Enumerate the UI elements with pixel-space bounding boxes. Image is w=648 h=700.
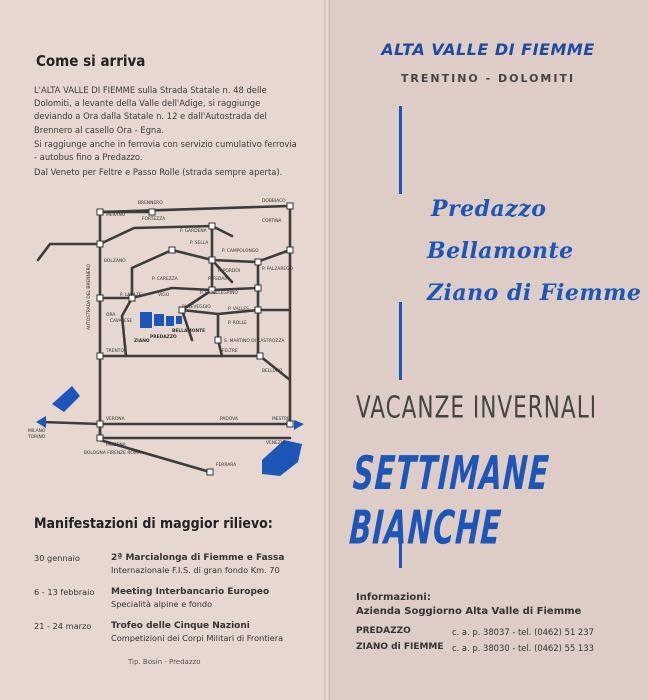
contact-place-predazzo: PREDAZZO bbox=[356, 626, 411, 636]
map-label-predazzo: PREDAZZO bbox=[150, 335, 177, 340]
brochure-title: ALTA VALLE DI FIEMME bbox=[381, 40, 595, 59]
map-label-p-campolongo: P. CAMPOLONGO bbox=[222, 249, 259, 254]
event-desc: Competizioni dei Corpi Militari di Frontiera bbox=[111, 633, 284, 643]
contact-detail-predazzo: c. a. p. 38037 - tel. (0462) 51 237 bbox=[452, 627, 594, 637]
map-label-fortezza: FORTEZZA bbox=[142, 217, 166, 222]
brochure-subtitle: TRENTINO - DOLOMITI bbox=[400, 72, 576, 85]
map-label-padova: PADOVA bbox=[220, 417, 238, 422]
map-label-ferrara: FERRARA bbox=[216, 463, 237, 468]
map-label-dobbiaco: DOBBIACO bbox=[262, 199, 286, 204]
map-label-p-valles: P. VALLES bbox=[228, 307, 249, 312]
map-label-vigo: VIGO bbox=[158, 293, 170, 298]
vacanze-heading: VACANZE INVERNALI bbox=[356, 390, 598, 425]
event-date: 6 - 13 febbraio bbox=[34, 587, 95, 597]
map-label-p-sella: P. SELLA bbox=[190, 241, 209, 246]
map-label-p-lavaze: P. LAVAZE' bbox=[120, 293, 143, 298]
place-ziano: Ziano di Fiemme bbox=[427, 280, 642, 306]
map-label-bolzano: BOLZANO bbox=[104, 259, 126, 264]
map-label-s-martino: S. MARTINO DI CASTROZZA bbox=[224, 339, 285, 344]
map-label-verona: VERONA bbox=[106, 417, 125, 422]
map-label-bologna: BOLOGNA FIRENZE ROMA bbox=[84, 451, 141, 456]
map-label-cortina: CORTINA bbox=[262, 219, 282, 224]
map-label-milano: MILANO bbox=[28, 429, 46, 434]
event-desc: Specialità alpine e fondo bbox=[111, 599, 213, 609]
map-label-autostrada: AUTOSTRADA DEL BRENNERO bbox=[87, 263, 92, 330]
event-date: 21 - 24 marzo bbox=[34, 621, 92, 631]
event-title: Trofeo delle Cinque Nazioni bbox=[111, 621, 250, 631]
contact-place-ziano: ZIANO di FIEMME bbox=[356, 642, 444, 652]
fold-crease bbox=[324, 0, 330, 700]
event-title: Meeting Interbancario Europeo bbox=[111, 587, 270, 597]
map-label-paneveggio: PANEVEGGIO bbox=[182, 305, 211, 310]
map-label-mestre: MESTRE bbox=[272, 417, 290, 422]
map-label-belluno: BELLUNO bbox=[262, 369, 283, 374]
map-label-p-pordoi: P. PORDOI bbox=[218, 269, 241, 274]
section-heading-arrival: Come si arriva bbox=[36, 52, 146, 70]
road-map bbox=[22, 190, 316, 490]
map-label-venezia: VENEZIA bbox=[266, 441, 286, 446]
map-label-modena: MODENA bbox=[106, 443, 126, 448]
blue-rule-middle bbox=[399, 302, 402, 380]
arrival-paragraph-1: L'ALTA VALLE DI FIEMME sulla Strada Statale n. 48 delle Dolomiti, a levante della Valle dell'Adige, si raggiunge deviando a Ora dalla Statale n. 12 e dall'Autostrada del Brennero al casello Ora - Egna. bbox=[34, 85, 267, 135]
map-label-p-s-pellegrino: P. S. PELLEGRINO bbox=[200, 291, 238, 296]
settimane-heading: SETTIMANE BIANCHE bbox=[347, 446, 552, 555]
map-label-p-carezza: P. CAREZZA bbox=[152, 277, 178, 282]
map-label-ziano: ZIANO bbox=[134, 339, 150, 344]
event-desc: Internazionale F.I.S. di gran fondo Km. 70 bbox=[111, 565, 280, 575]
event-title: 2ª Marcialonga di Fiemme e Fassa bbox=[111, 553, 285, 563]
map-label-brennero: BRENNERO bbox=[138, 201, 163, 206]
map-label-p-gardena: P. GARDENA bbox=[180, 229, 207, 234]
blue-rule-top bbox=[399, 106, 402, 194]
printer-credit: Tip. Bosin - Predazzo bbox=[128, 658, 201, 666]
arrival-paragraph-2: Si raggiunge anche in ferrovia con servizio cumulativo ferrovia - autobus fino a Predazzo. bbox=[34, 139, 297, 163]
event-date: 30 gennaio bbox=[34, 553, 80, 563]
map-label-cavalese: CAVALESE bbox=[110, 319, 133, 324]
arrival-paragraph-3: Dal Veneto per Feltre e Passo Rolle (strada sempre aperta). bbox=[34, 167, 283, 177]
info-heading: Informazioni: bbox=[356, 592, 431, 603]
map-label-feltre: FELTRE bbox=[222, 349, 238, 354]
map-label-p-fedaia: P. FEDAIA bbox=[208, 277, 229, 282]
map-label-ora: ORA bbox=[106, 313, 116, 318]
map-label-p-rolle: P. ROLLE bbox=[228, 321, 247, 326]
map-label-merano: MERANO bbox=[106, 213, 126, 218]
agency-name: Azienda Soggiorno Alta Valle di Fiemme bbox=[356, 606, 582, 617]
place-predazzo: Predazzo bbox=[431, 196, 547, 222]
place-bellamonte: Bellamonte bbox=[427, 238, 574, 264]
map-label-bellamonte: BELLAMONTE bbox=[172, 329, 206, 334]
contact-detail-ziano: c. a. p. 38030 - tel. (0462) 55 133 bbox=[452, 643, 594, 653]
map-label-p-falzarego: P. FALZAREGO bbox=[262, 267, 294, 272]
map-label-trento: TRENTO bbox=[106, 349, 124, 354]
map-label-torino: TORINO bbox=[28, 435, 46, 440]
section-heading-events: Manifestazioni di maggior rilievo: bbox=[34, 516, 273, 532]
